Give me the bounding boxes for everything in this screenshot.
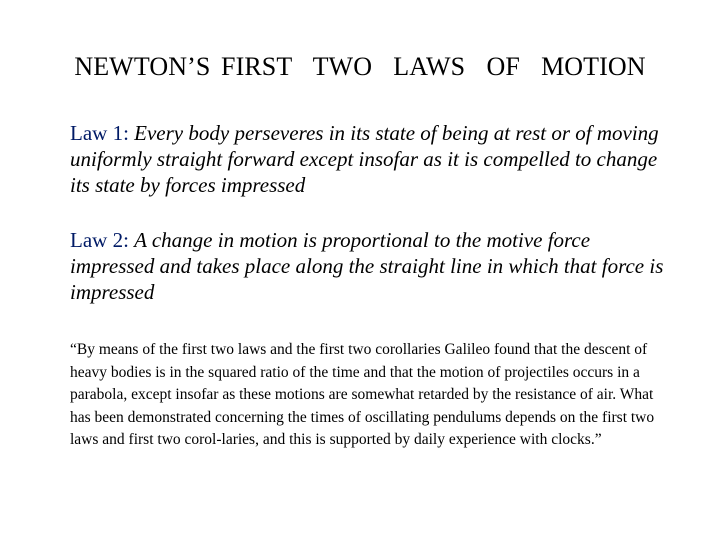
law-2 [70,227,670,305]
law-1-text: Every body perseveres in its state of being at rest or of moving uniformly straight forward except insofar as it is compelled to change its state by forces impressed [70,121,659,197]
law-1 [70,120,670,198]
galileo-quote: “By means of the first two laws and the first two corollaries Galileo found that the descent of heavy bodies is in the squared ratio of the time and that the motion of projectiles occurs in a parabola, except insofar as these motions are somewhat retarded by the resistance of air. What has been demonstrated concerning the times of oscillating pendulums depends on the first two laws and first two corol-laries, and this is supported by daily experience with clocks.” [70,341,655,448]
law-2-text: A change in motion is proportional to the motive force impressed and takes place along the straight line in which that force is impressed [70,228,664,304]
law-1-label: Law 1: [70,121,129,145]
law-2-label: Law 2: [70,228,129,252]
slide-title: NEWTON’S FIRST TWO LAWS OF MOTION [74,52,646,81]
